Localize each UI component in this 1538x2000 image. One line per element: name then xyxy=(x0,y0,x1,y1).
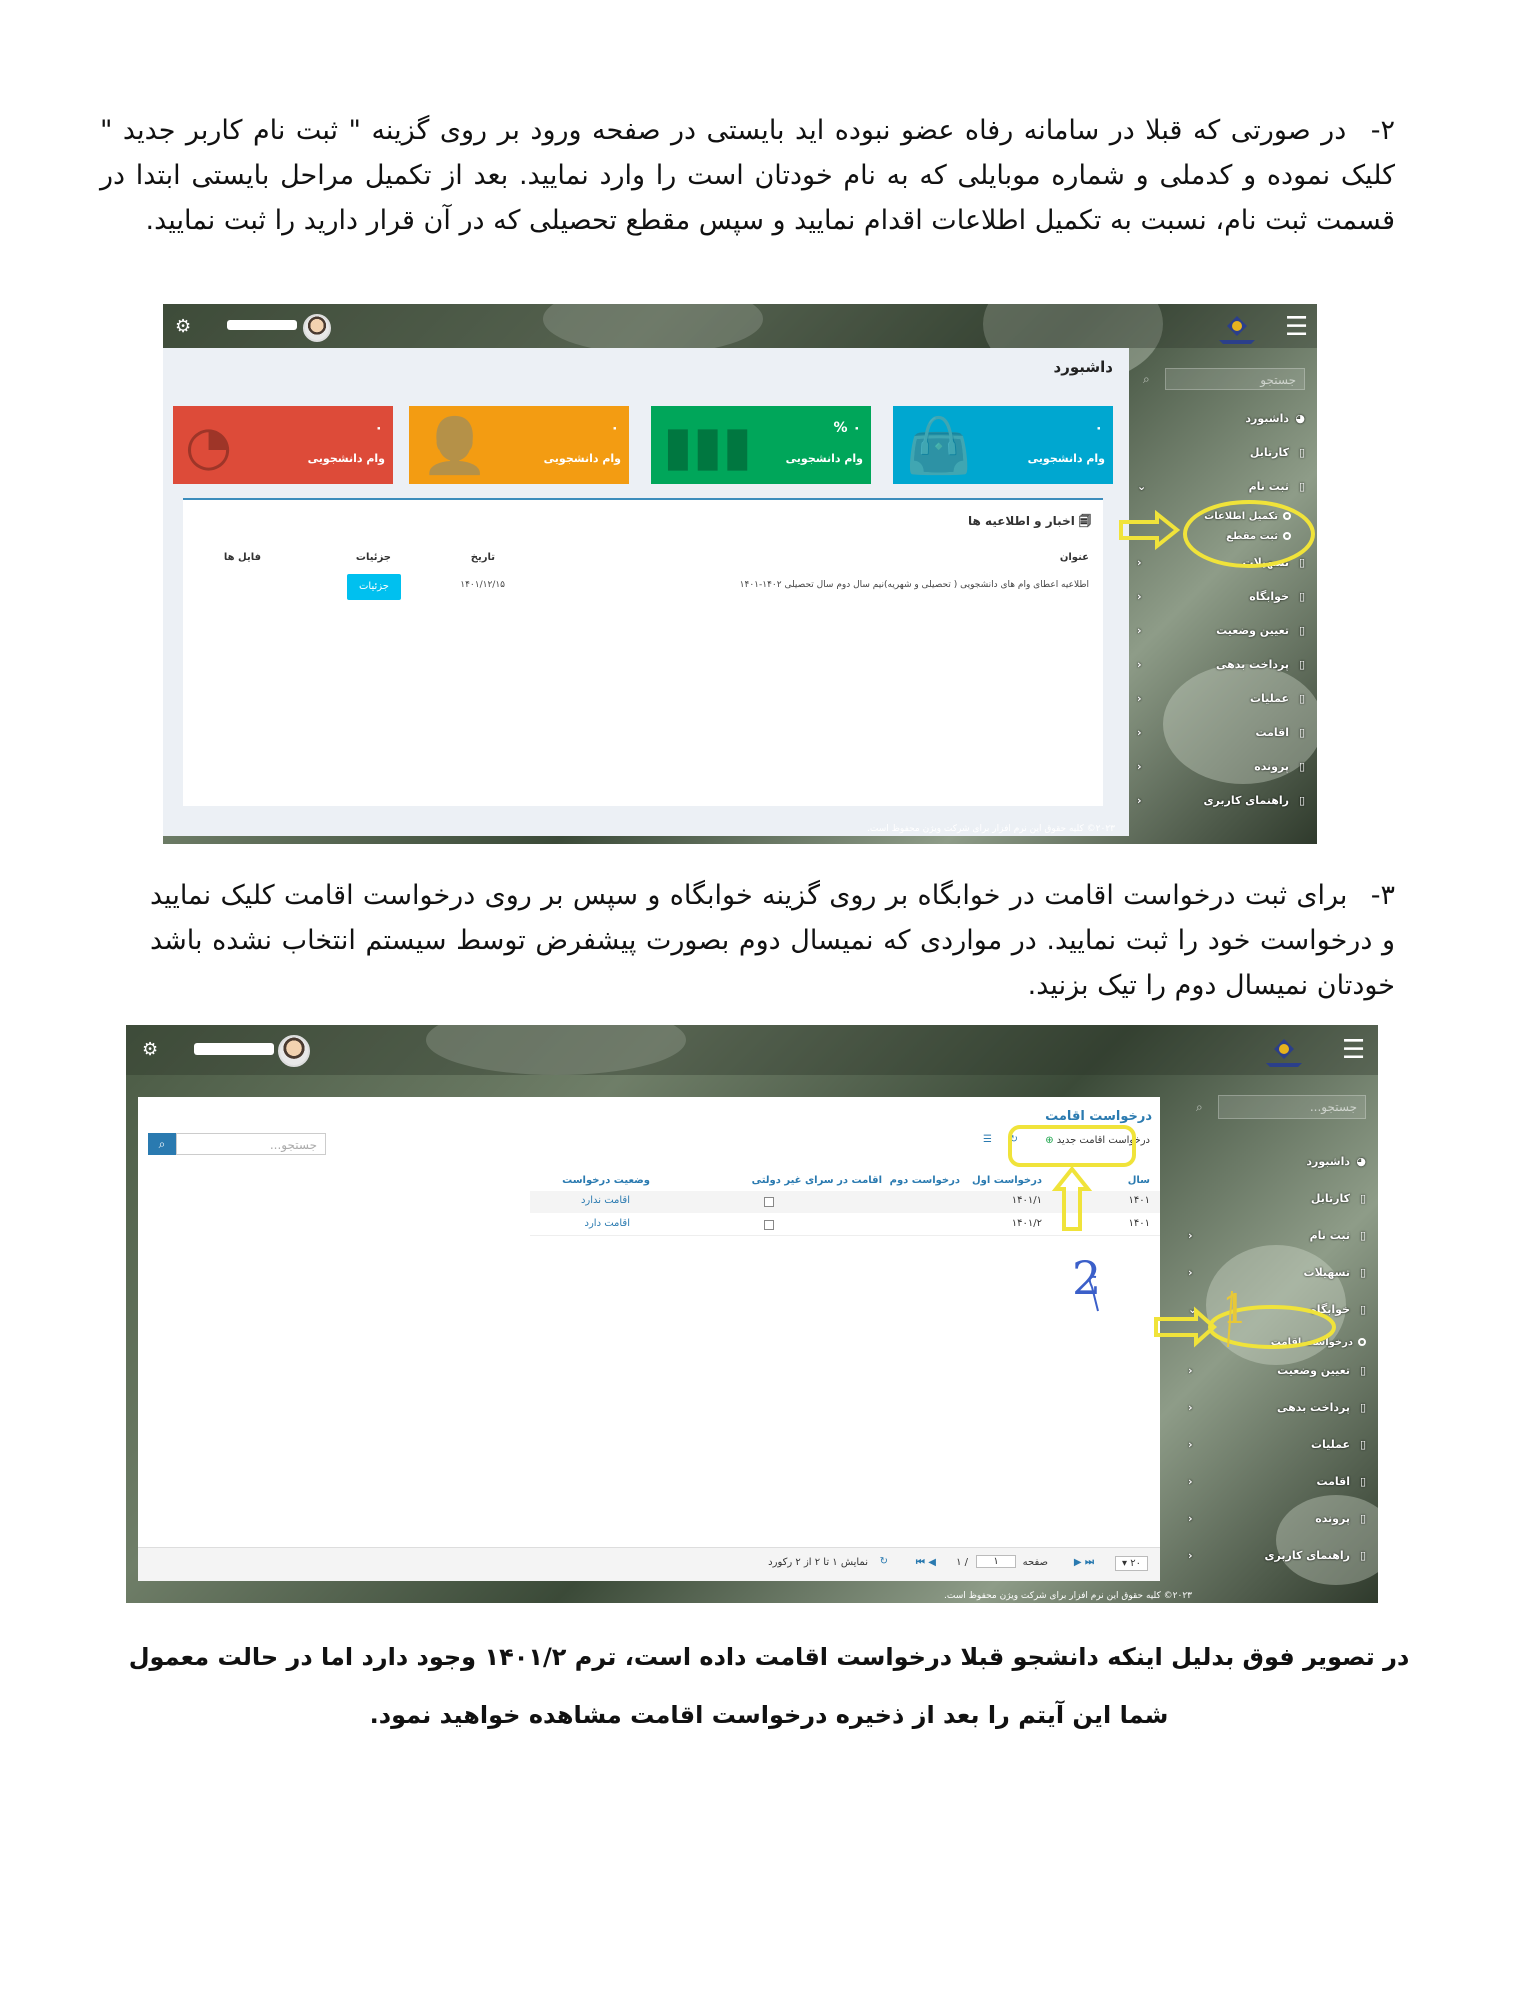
list-icon[interactable]: ☰ xyxy=(983,1134,992,1145)
sidebar-item-label: کارتابل xyxy=(1310,1192,1350,1205)
top-bar xyxy=(163,304,1317,348)
row2-status: اقامت دارد xyxy=(584,1218,630,1229)
file-icon: ▯ xyxy=(1298,624,1305,637)
file-icon: ▯ xyxy=(1359,1229,1366,1242)
chevron-left-icon: ‹ xyxy=(1188,1266,1193,1279)
first-page-icon[interactable]: ◀ ⏮ xyxy=(915,1557,936,1568)
sidebar-item-label: پرداخت بدهی xyxy=(1215,658,1289,671)
details-button[interactable]: جزئیات xyxy=(347,574,401,600)
chevron-left-icon: ‹ xyxy=(1188,1438,1193,1451)
tile-value: ۰ xyxy=(1094,420,1103,436)
column-private-residence: اقامت در سرای غیر دولتی xyxy=(751,1175,882,1186)
chevron-left-icon: ‹ xyxy=(1137,624,1142,637)
annotation-highlight xyxy=(1113,492,1317,582)
sidebar-item-label: خوابگاه xyxy=(1310,1303,1350,1316)
page-input-value: ۱ xyxy=(993,1556,999,1567)
column-year: سال xyxy=(1127,1175,1150,1186)
tile-value: ۰ xyxy=(610,420,619,436)
file-icon: ▯ xyxy=(1298,556,1305,569)
row2-first: ۱۴۰۱/۲ xyxy=(1011,1218,1042,1229)
sidebar xyxy=(1129,348,1317,844)
file-icon: ▯ xyxy=(1359,1266,1366,1279)
chevron-left-icon: ‹ xyxy=(1137,658,1142,671)
step-3-paragraph xyxy=(150,873,1395,1008)
page-size-select[interactable]: ۲۰ ▾ xyxy=(1115,1556,1148,1571)
chevron-down-icon: ⌄ xyxy=(1137,480,1147,493)
newspaper-icon: 🗐 xyxy=(1074,514,1091,528)
page-label: صفحه xyxy=(1022,1557,1048,1568)
grid-search-placeholder: جستجو... xyxy=(269,1138,317,1152)
sliders-icon[interactable]: ⚙ xyxy=(175,316,192,337)
stat-tile[interactable] xyxy=(173,406,393,484)
sidebar-item[interactable] xyxy=(1129,752,1317,782)
tile-value: ۰ % xyxy=(833,420,861,436)
page-title: داشبورد xyxy=(1053,358,1113,376)
stat-tile[interactable] xyxy=(651,406,871,484)
file-icon: ▯ xyxy=(1359,1401,1366,1414)
file-icon: ▯ xyxy=(1359,1192,1366,1205)
sidebar-item-label: کارتابل xyxy=(1249,446,1289,459)
sidebar-item[interactable] xyxy=(1129,684,1317,714)
sidebar-item-label: داشبورد xyxy=(1245,412,1289,425)
news-title xyxy=(968,512,1091,533)
dashboard-icon: ◕ xyxy=(1356,1155,1366,1168)
tile-label: وام دانشجویی xyxy=(785,452,863,465)
file-icon: ▯ xyxy=(1298,446,1305,459)
file-icon: ▯ xyxy=(1359,1303,1366,1316)
chevron-left-icon: ‹ xyxy=(1188,1401,1193,1414)
new-request-label: درخواست اقامت جدید xyxy=(1056,1135,1150,1146)
sidebar-item-label: راهنمای کاربری xyxy=(1203,794,1289,807)
stat-tile[interactable] xyxy=(409,406,629,484)
sidebar-item-label: پرونده xyxy=(1315,1512,1350,1525)
header-title: عنوان xyxy=(1059,552,1089,563)
chevron-left-icon: ‹ xyxy=(1188,1475,1193,1488)
file-icon: ▯ xyxy=(1298,590,1305,603)
sidebar-item[interactable] xyxy=(1129,404,1317,434)
chevron-left-icon: ‹ xyxy=(1137,590,1142,603)
note-paragraph: در تصویر فوق بدلیل اینکه دانشجو قبلا درخواست اقامت داده است، ترم ۱۴۰۱/۲ وجود دارد اما در حالت معمول شما این آیتم را بعد از ذخیره درخواست اقامت مشاهده خواهید نمود. xyxy=(128,1643,1410,1729)
chevron-left-icon: ‹ xyxy=(1188,1549,1193,1562)
logo-graphic xyxy=(1215,310,1259,346)
file-icon: ▯ xyxy=(1298,794,1305,807)
user-plus-icon: 👤 xyxy=(421,414,489,477)
sidebar-item-label: ثبت نام xyxy=(1309,1229,1350,1242)
search-placeholder: جستجو... xyxy=(1309,1100,1357,1114)
file-icon: ▯ xyxy=(1359,1364,1366,1377)
file-icon: ▯ xyxy=(1298,726,1305,739)
stat-tile[interactable] xyxy=(893,406,1113,484)
pie-chart-icon: ◔ xyxy=(185,414,233,477)
tile-label: وام دانشجویی xyxy=(543,452,621,465)
step-2-text: در صورتی که قبلا در سامانه رفاه عضو نبوده اید بایستی در صفحه ورود بر روی گزینه " ثبت نام کاربر جدید " کلیک نموده و کدملی و شماره موبایلی که به نام خودتان است را وارد نمایید. بعد از تکمیل مراحل بایستی ابتدا در قسمت ثبت نام، نسبت به تکمیل اطلاعات اقدام نمایید و سپس مقطع تحصیلی که در آن قرار دارید را ثبت نمایید. xyxy=(100,115,1395,236)
search-placeholder: جستجو xyxy=(1260,373,1296,387)
chevron-left-icon: ‹ xyxy=(1188,1512,1193,1525)
header-files: فایل ها xyxy=(223,552,261,563)
sidebar-item-label: پرونده xyxy=(1254,760,1289,773)
hamburger-icon[interactable]: ☰ xyxy=(1342,1035,1366,1065)
user-name-redacted xyxy=(227,320,297,330)
sidebar-item[interactable] xyxy=(1129,582,1317,612)
file-icon: ▯ xyxy=(1298,480,1305,493)
sliders-icon[interactable]: ⚙ xyxy=(142,1039,159,1060)
news-title-text: اخبار و اطلاعیه ها xyxy=(968,514,1075,528)
footer-copyright: ۲۰۲۳© کلیه حقوق این نرم افزار برای شرکت ویژن محفوظ است. xyxy=(867,824,1115,834)
sidebar-item-label: تعیین وضعیت xyxy=(1216,624,1289,637)
sidebar-item-label: پرداخت بدهی xyxy=(1276,1401,1350,1414)
step-2-paragraph xyxy=(100,108,1395,243)
search-icon[interactable]: ⌕ xyxy=(148,1133,176,1155)
record-summary: نمایش ۱ تا ۲ از ۲ رکورد xyxy=(768,1557,868,1568)
file-icon: ▯ xyxy=(1298,692,1305,705)
chevron-left-icon: ‹ xyxy=(1188,1229,1193,1242)
plus-circle-icon: ⊕ xyxy=(1045,1135,1057,1146)
bar-chart-icon: ▮▮▮ xyxy=(663,414,753,477)
sidebar-item-label: تعیین وضعیت xyxy=(1277,1364,1350,1377)
dashboard-screenshot xyxy=(163,304,1317,844)
sidebar-item-label: داشبورد xyxy=(1306,1155,1350,1168)
column-status: وضعیت درخواست xyxy=(562,1175,650,1186)
tile-label: وام دانشجویی xyxy=(307,452,385,465)
sidebar-search-input[interactable] xyxy=(1165,368,1305,390)
chevron-left-icon: ‹ xyxy=(1137,760,1142,773)
chevron-left-icon: ‹ xyxy=(1137,692,1142,705)
avatar[interactable] xyxy=(303,314,331,342)
logo xyxy=(1215,310,1259,346)
page-title: درخواست اقامت xyxy=(1045,1109,1152,1124)
news-row-date: ۱۴۰۱/۱۲/۱۵ xyxy=(460,580,505,590)
search-icon: ⌕ xyxy=(1196,1100,1203,1114)
main-content xyxy=(163,348,1129,836)
chevron-left-icon: ‹ xyxy=(1137,556,1142,569)
column-second-request: درخواست دوم xyxy=(889,1175,960,1186)
page-total: / ۱ xyxy=(956,1557,968,1568)
sub-item-label: درخواست اقامت xyxy=(1270,1337,1353,1348)
file-icon: ▯ xyxy=(1359,1512,1366,1525)
shopping-bag-icon: 👜 xyxy=(905,414,973,477)
hamburger-icon[interactable]: ☰ xyxy=(1285,312,1309,342)
annotation-overlay xyxy=(126,1025,1378,1603)
file-icon: ▯ xyxy=(1359,1438,1366,1451)
tile-value: ۰ xyxy=(374,420,383,436)
file-icon: ▯ xyxy=(1359,1475,1366,1488)
last-page-icon[interactable]: ⏭ ▶ xyxy=(1073,1557,1094,1568)
footer-copyright: ۲۰۲۳© کلیه حقوق این نرم افزار برای شرکت ویژن محفوظ است. xyxy=(944,1591,1192,1601)
sidebar-item-label: ثبت نام xyxy=(1248,480,1289,493)
annotation-number-2: 2 xyxy=(1072,1251,1102,1305)
column-first-request: درخواست اول xyxy=(971,1175,1042,1186)
residence-request-screenshot xyxy=(126,1025,1378,1603)
sub-item-label: تکمیل اطلاعات xyxy=(1204,511,1278,522)
sidebar-item-label: تسهیلات xyxy=(1242,556,1289,569)
file-icon: ▯ xyxy=(1298,760,1305,773)
sub-item-label: ثبت مقطع xyxy=(1226,531,1278,542)
header-date: تاریخ xyxy=(470,552,495,563)
file-icon: ▯ xyxy=(1359,1549,1366,1562)
sidebar-item-label: خوابگاه xyxy=(1249,590,1289,603)
file-icon: ▯ xyxy=(1298,658,1305,671)
step-3-number: ۳- xyxy=(1370,880,1395,911)
dashboard-icon: ◕ xyxy=(1295,412,1305,425)
news-box xyxy=(183,498,1103,806)
annotation-number-1: 1 xyxy=(1222,1287,1248,1333)
sidebar-item[interactable] xyxy=(1129,438,1317,468)
sidebar-item-label: عملیات xyxy=(1249,692,1289,705)
sidebar-item[interactable] xyxy=(1129,786,1317,816)
step-3-text: برای ثبت درخواست اقامت در خوابگاه بر روی گزینه خوابگاه و سپس بر روی درخواست اقامت کلیک نمایید و درخواست خود را ثبت نمایید. در مواردی که نمیسال دوم بصورت پیشفرض توسط سیستم انتخاب نشده باشد خودتان نمیسال دوم را تیک بزنید. xyxy=(150,880,1395,1001)
chevron-left-icon: ‹ xyxy=(1188,1364,1193,1377)
row1-year: ۱۴۰۱ xyxy=(1128,1195,1150,1206)
sidebar-item-label: اقامت xyxy=(1316,1475,1350,1488)
row2-year: ۱۴۰۱ xyxy=(1128,1218,1150,1229)
tile-label: وام دانشجویی xyxy=(1027,452,1105,465)
sidebar-item[interactable] xyxy=(1129,650,1317,680)
sidebar-item[interactable] xyxy=(1129,718,1317,748)
chevron-down-icon: ⌄ xyxy=(1188,1303,1198,1316)
header-details: جزئیات xyxy=(355,552,391,563)
sidebar-item-label: عملیات xyxy=(1310,1438,1350,1451)
news-row-title: اطلاعیه اعطای وام های دانشجویی ( تحصیلی و شهریه)نیم سال دوم سال تحصیلی ۱۴۰۲-۱۴۰۱ xyxy=(739,580,1089,590)
chevron-left-icon: ‹ xyxy=(1137,726,1142,739)
page-size-value: ۲۰ xyxy=(1130,1558,1141,1569)
row1-status: اقامت ندارد xyxy=(580,1195,630,1206)
refresh-icon[interactable]: ↻ xyxy=(1009,1134,1018,1145)
refresh-icon[interactable]: ↻ xyxy=(879,1556,888,1567)
step-2-number: ۲- xyxy=(1370,115,1395,146)
row1-first: ۱۴۰۱/۱ xyxy=(1011,1195,1042,1206)
sidebar-item-label: راهنمای کاربری xyxy=(1264,1549,1350,1562)
search-icon: ⌕ xyxy=(1143,372,1150,386)
sidebar-item-label: تسهیلات xyxy=(1303,1266,1350,1279)
sidebar-item[interactable] xyxy=(1129,616,1317,646)
chevron-left-icon: ‹ xyxy=(1137,794,1142,807)
sidebar-item-label: اقامت xyxy=(1255,726,1289,739)
